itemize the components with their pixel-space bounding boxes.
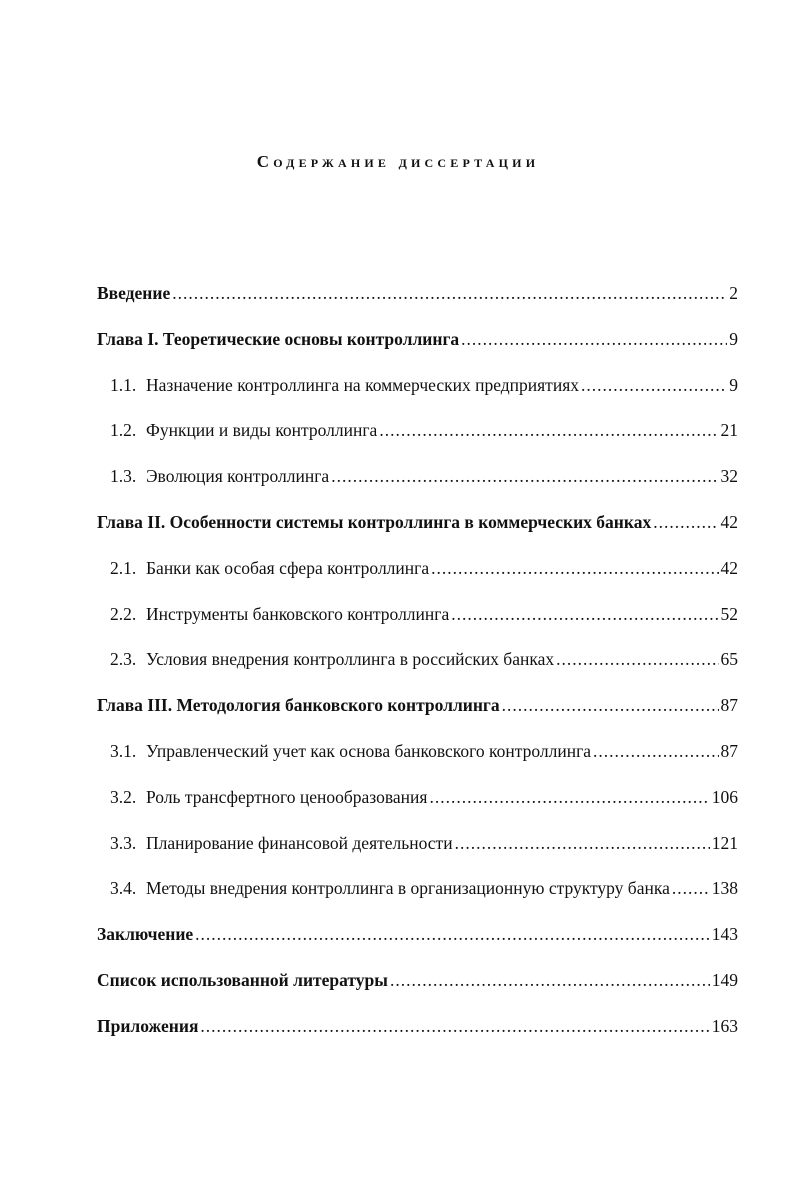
toc-entry-page: 149 bbox=[711, 969, 738, 990]
toc-entry-page: 21 bbox=[720, 420, 738, 441]
toc-entry[interactable] bbox=[97, 735, 738, 781]
dot-leader bbox=[653, 506, 718, 538]
dot-leader bbox=[502, 689, 719, 721]
toc-entry-label: Приложения bbox=[97, 1015, 199, 1036]
toc-entry-page: 42 bbox=[720, 557, 738, 578]
toc-entry-page: 143 bbox=[711, 924, 738, 945]
toc-entry-page: 9 bbox=[729, 374, 738, 395]
dot-leader bbox=[195, 918, 710, 950]
dot-leader bbox=[331, 460, 718, 492]
dot-leader bbox=[379, 414, 718, 446]
toc-entry-label: Глава I. Теоретические основы контроллинга bbox=[97, 328, 460, 349]
dot-leader bbox=[451, 598, 718, 630]
toc-entry-page: 138 bbox=[711, 878, 738, 899]
toc-entry-page: 65 bbox=[720, 649, 738, 670]
dot-leader bbox=[581, 369, 727, 401]
toc-entry-label: Глава II. Особенности системы контроллинга в коммерческих банках bbox=[97, 511, 652, 532]
table-of-contents bbox=[97, 277, 738, 1056]
dot-leader bbox=[172, 277, 727, 309]
toc-entry-number: 3.1. bbox=[110, 740, 137, 761]
toc-entry[interactable] bbox=[97, 781, 738, 827]
dot-leader bbox=[429, 781, 709, 813]
toc-entry[interactable] bbox=[97, 552, 738, 598]
toc-entry-label: Эволюция контроллинга bbox=[146, 466, 330, 487]
toc-entry-page: 2 bbox=[729, 283, 738, 303]
toc-entry-label: Условия внедрения контроллинга в российских банках bbox=[146, 649, 555, 670]
toc-entry-page: 32 bbox=[720, 466, 738, 487]
toc-entry[interactable] bbox=[97, 414, 738, 460]
toc-entry-label: Банки как особая сфера контроллинга bbox=[146, 557, 430, 578]
toc-entry[interactable] bbox=[97, 369, 738, 415]
toc-entry-number: 2.2. bbox=[110, 603, 137, 624]
toc-entry-label: Управленческий учет как основа банковского контроллинга bbox=[146, 740, 592, 761]
dot-leader bbox=[461, 323, 727, 355]
toc-entry[interactable] bbox=[97, 598, 738, 644]
document-title: Содержание диссертации bbox=[256, 152, 540, 171]
toc-entry-number: 3.3. bbox=[110, 832, 137, 853]
toc-entry[interactable] bbox=[97, 872, 738, 918]
toc-entry-page: 163 bbox=[711, 1015, 738, 1036]
toc-entry-label: Инструменты банковского контроллинга bbox=[146, 603, 450, 624]
toc-entry-number: 2.1. bbox=[110, 557, 137, 578]
toc-entry-number: 2.3. bbox=[110, 649, 137, 670]
toc-entry[interactable] bbox=[97, 460, 738, 506]
dot-leader bbox=[431, 552, 718, 584]
dot-leader bbox=[390, 964, 710, 996]
toc-entry[interactable] bbox=[97, 506, 738, 552]
toc-entry[interactable] bbox=[97, 964, 738, 1010]
toc-entry[interactable] bbox=[97, 827, 738, 873]
toc-entry-page: 87 bbox=[720, 695, 738, 716]
toc-entry-number: 1.2. bbox=[110, 420, 137, 441]
toc-entry[interactable] bbox=[97, 918, 738, 964]
dot-leader bbox=[200, 1010, 709, 1042]
toc-entry-page: 106 bbox=[711, 786, 738, 807]
toc-entry-label: Методы внедрения контроллинга в организационную структуру банка bbox=[146, 878, 670, 899]
toc-entry-label: Глава III. Методология банковского контроллинга bbox=[97, 695, 500, 716]
toc-entry-page: 52 bbox=[720, 603, 738, 624]
toc-entry-label: Введение bbox=[97, 283, 171, 303]
toc-entry[interactable] bbox=[97, 323, 738, 369]
toc-entry-label: Список использованной литературы bbox=[97, 969, 388, 990]
toc-entry-page: 9 bbox=[729, 328, 738, 349]
dot-leader bbox=[455, 827, 710, 859]
toc-entry[interactable] bbox=[97, 643, 738, 689]
toc-entry-label: Планирование финансовой деятельности bbox=[146, 832, 453, 853]
toc-entry-label: Функции и виды контроллинга bbox=[146, 420, 378, 441]
toc-entry-number: 3.4. bbox=[110, 878, 137, 899]
toc-entry-page: 121 bbox=[711, 832, 738, 853]
toc-entry[interactable] bbox=[97, 689, 738, 735]
toc-entry-number: 1.1. bbox=[110, 374, 137, 395]
toc-entry[interactable] bbox=[97, 1010, 738, 1056]
dot-leader bbox=[593, 735, 718, 767]
toc-entry-number: 1.3. bbox=[110, 466, 137, 487]
dot-leader bbox=[556, 643, 718, 675]
toc-entry-page: 42 bbox=[720, 511, 738, 532]
toc-entry-label: Назначение контроллинга на коммерческих предприятиях bbox=[146, 374, 579, 395]
toc-entry-page: 87 bbox=[720, 740, 738, 761]
toc-entry[interactable] bbox=[97, 277, 738, 323]
toc-entry-number: 3.2. bbox=[110, 786, 137, 807]
toc-entry-label: Заключение bbox=[97, 924, 194, 945]
dot-leader bbox=[672, 872, 710, 904]
toc-entry-label: Роль трансфертного ценообразования bbox=[146, 786, 428, 807]
